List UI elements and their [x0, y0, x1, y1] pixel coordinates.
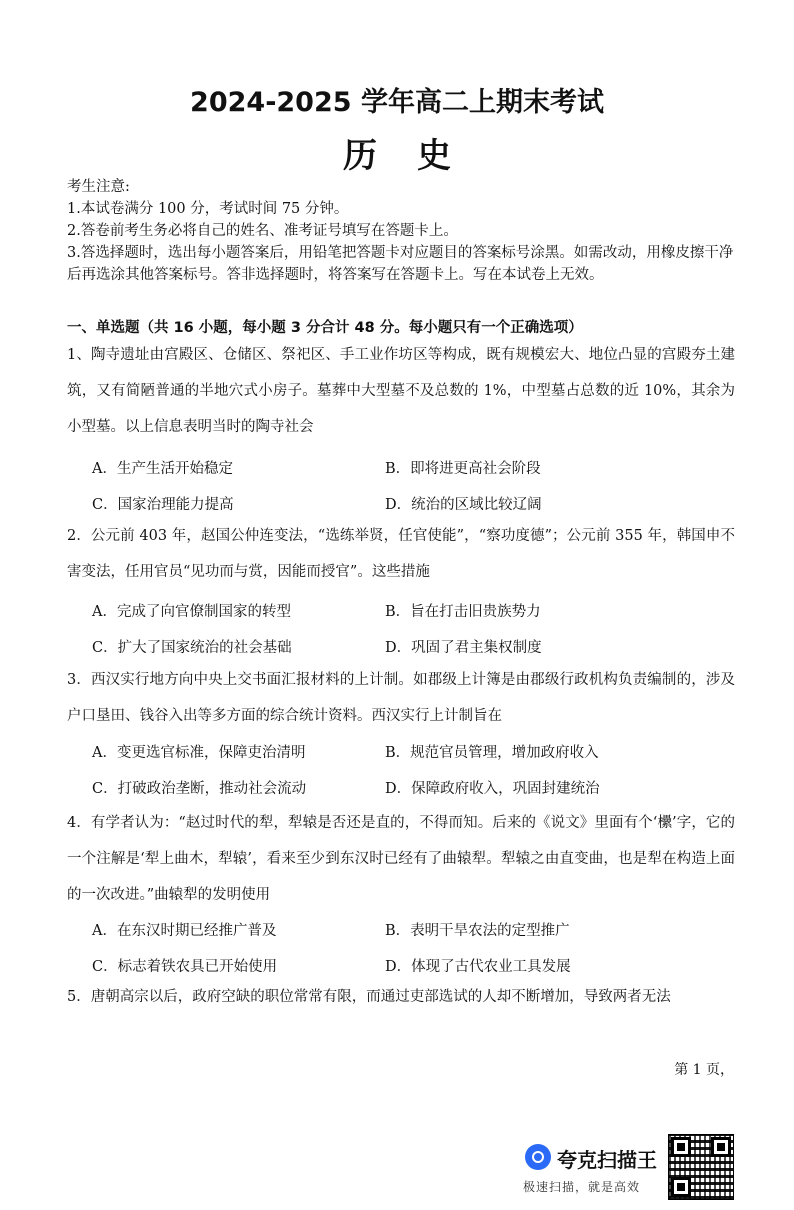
question-1-option-c: C．国家治理能力提高: [92, 497, 234, 513]
question-1-stem: 1、陶寺遗址由宫殿区、仓储区、祭祀区、手工业作坊区等构成，既有规模宏大、地位凸显的宫殿夯土建筑，又有简陋普通的半地穴式小房子。墓葬中大型墓不及总数的 1%，中型墓占总数的近 10%，其余为小型墓。以上信息表明当时的陶寺社会: [67, 347, 735, 435]
question-2-option-d: D．巩固了君主集权制度: [385, 640, 542, 656]
qr-finder: [711, 1137, 731, 1157]
question-4-option-c: C．标志着铁农具已开始使用: [92, 959, 278, 975]
question-3-option-a: A．变更选官标准，保障吏治清明: [92, 745, 306, 761]
question-2-stem: 2．公元前 403 年，赵国公仲连变法，“选练举贤，任官使能”，“察功度德”；公元前 355 年，韩国申不害变法，任用官员“见功而与赏，因能而授官”。这些措施: [67, 528, 735, 580]
question-3-option-c: C．打破政治垄断，推动社会流动: [92, 781, 307, 797]
exam-notice: [67, 176, 737, 286]
subject-title: [0, 128, 794, 177]
question-3-option-d: D．保障政府收入，巩固封建统治: [385, 781, 600, 797]
quark-logo-icon: [525, 1144, 551, 1170]
subject-char: 史: [417, 136, 451, 176]
exam-title: 2024-2025 学年高二上期末考试: [190, 87, 604, 118]
question-4-option-d: D．体现了古代农业工具发展: [385, 959, 571, 975]
scanner-watermark: [521, 1140, 666, 1200]
notice-item: 1.本试卷满分 100 分，考试时间 75 分钟。: [67, 201, 349, 217]
question-5-stem: 5．唐朝高宗以后，政府空缺的职位常常有限，而通过吏部选试的人却不断增加，导致两者无法: [67, 989, 671, 1005]
question-1-option-b: B．即将进更高社会阶段: [385, 461, 541, 477]
question-2-option-b: B．旨在打击旧贵族势力: [385, 604, 541, 620]
subject-char: 历: [343, 136, 377, 176]
section-title: 一、单选题（共 16 小题，每小题 3 分合计 48 分。每小题只有一个正确选项）: [67, 320, 583, 336]
page-number: 第 1 页，: [674, 1062, 734, 1078]
notice-heading: 考生注意:: [67, 179, 130, 195]
notice-item: 3.答选择题时，选出每小题答案后，用铅笔把答题卡对应题目的答案标号涂黑。如需改动，用橡皮擦干净后再选涂其他答案标号。答非选择题时，将答案写在答题卡上。写在本试卷上无效。: [67, 245, 734, 283]
question-3-option-b: B．规范官员管理，增加政府收入: [385, 745, 599, 761]
question-4-option-b: B．表明干旱农法的定型推广: [385, 923, 570, 939]
notice-item: 2.答卷前考生务必将自己的姓名、准考证号填写在答题卡上。: [67, 223, 458, 239]
question-2-option-c: C．扩大了国家统治的社会基础: [92, 640, 292, 656]
question-4-stem: 4．有学者认为：“赵过时代的犁，犁辕是否还是直的，不得而知。后来的《说文》里面有个‘欙’字，它的一个注解是‘犁上曲木，犁辕’，看来至少到东汉时已经有了曲辕犁。犁辕之由直变曲，也是犁在构造上面的一次改进。”曲辕犁的发明使用: [67, 815, 735, 903]
qr-finder: [671, 1137, 691, 1157]
qr-finder: [671, 1177, 691, 1197]
question-4-option-a: A．在东汉时期已经推广普及: [92, 923, 277, 939]
question-1-option-d: D．统治的区域比较辽阔: [385, 497, 542, 513]
question-2-option-a: A．完成了向官僚制国家的转型: [92, 604, 291, 620]
brand-name: 夸克扫描王: [557, 1148, 657, 1172]
question-3-stem: 3．西汉实行地方向中央上交书面汇报材料的上计制。如郡级上计簿是由郡级行政机构负责编制的，涉及户口垦田、钱谷入出等多方面的综合统计资料。西汉实行上计制旨在: [67, 672, 735, 724]
question-1-option-a: A．生产生活开始稳定: [92, 461, 233, 477]
qr-code-icon: [668, 1134, 734, 1200]
brand-slogan: 极速扫描，就是高效: [523, 1180, 641, 1194]
